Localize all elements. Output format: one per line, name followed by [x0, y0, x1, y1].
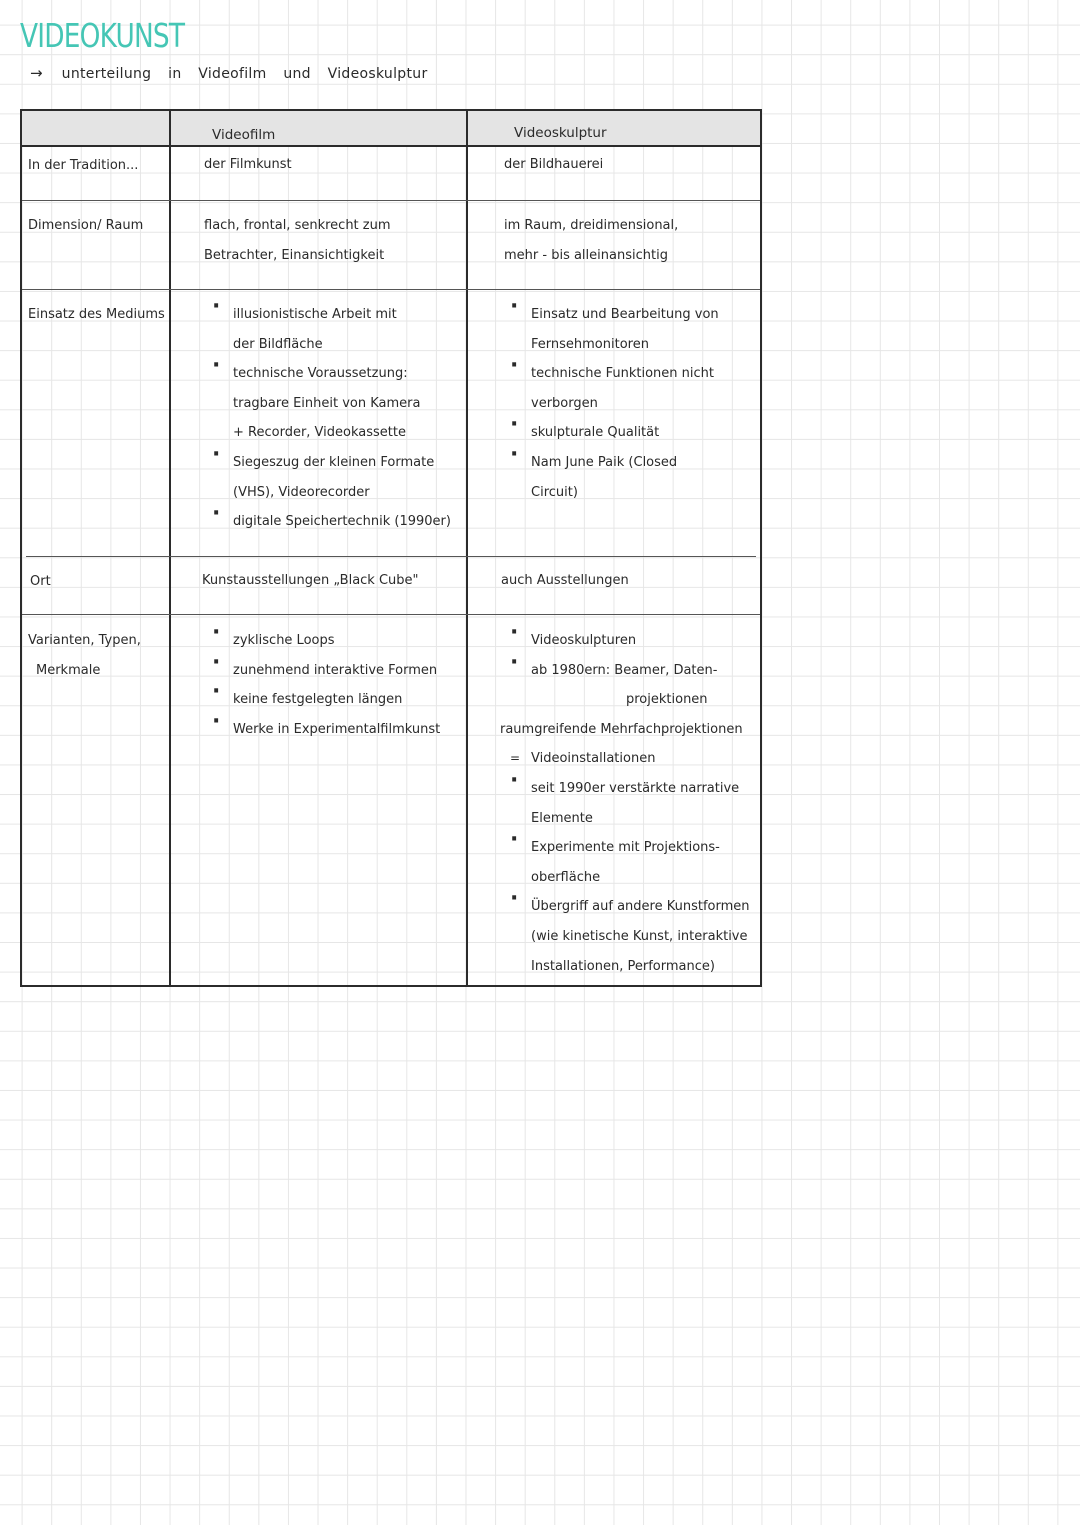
row-label-tradition: In der Tradition... — [28, 158, 139, 173]
row-label-dimension: Dimension/ Raum — [28, 218, 144, 233]
varianten-videofilm — [212, 626, 462, 744]
column-header-videoskulptur: Videoskulptur — [514, 125, 607, 141]
text-line: Elemente — [531, 810, 593, 826]
page-title: VIDEOKUNST — [20, 16, 185, 55]
varianten-videoskulptur — [500, 626, 762, 981]
text-line: Installationen, Performance) — [531, 958, 715, 974]
ort-videoskulptur: auch Ausstellungen — [501, 573, 629, 588]
text-line: · Einsatz und Bearbeitung von — [531, 307, 719, 322]
text-line: der Bildfläche — [233, 336, 323, 352]
text-line: oberfläche — [531, 869, 601, 885]
list-item: · zyklische Loops — [212, 626, 462, 656]
list-item — [510, 656, 762, 715]
text-line: mehr - bis alleinansichtig — [504, 247, 668, 263]
row-divider — [22, 289, 760, 290]
subtitle-word: in — [168, 66, 182, 82]
text-line: Fernsehmonitoren — [531, 336, 649, 352]
row-divider — [22, 200, 760, 201]
tradition-videoskulptur: der Bildhauerei — [504, 157, 604, 172]
text-line: · skulpturale Qualität — [531, 425, 660, 441]
list-item — [212, 300, 462, 359]
text-line: (VHS), Videorecorder — [233, 484, 370, 500]
subtitle-word: Videofilm — [198, 66, 267, 82]
text-line: + Recorder, Videokassette — [233, 425, 406, 441]
header-divider — [22, 145, 760, 147]
einsatz-videofilm — [212, 300, 462, 537]
subtitle-word: Videoskulptur — [327, 66, 428, 82]
text-line: Merkmale — [36, 662, 101, 678]
text-line: Varianten, Typen, — [28, 633, 141, 648]
dimension-videoskulptur — [504, 211, 678, 270]
arrow-right-icon: → — [30, 64, 43, 82]
list-item — [510, 833, 762, 892]
list-item: · Werke in Experimentalfilmkunst — [212, 715, 462, 745]
list-item: = Videoinstallationen — [510, 744, 762, 774]
text-line: · Übergriff auf andere Kunstformen — [531, 899, 750, 915]
text-line: flach, frontal, senkrecht zum — [204, 218, 391, 233]
dimension-videofilm — [204, 211, 391, 270]
row-label-ort: Ort — [30, 574, 51, 589]
text-line: · illusionistische Arbeit mit — [233, 307, 397, 322]
subtitle-word: unterteilung — [61, 66, 152, 82]
column-divider — [169, 111, 171, 985]
list-item — [510, 418, 760, 448]
list-item — [510, 448, 760, 507]
list-item: · zunehmend interaktive Formen — [212, 656, 462, 686]
row-label-einsatz: Einsatz des Mediums — [28, 307, 165, 322]
list-item — [212, 359, 462, 448]
note-line: raumgreifende Mehrfachprojektionen — [500, 721, 743, 737]
text-line: · ab 1980ern: Beamer, Daten- — [531, 662, 718, 678]
ort-videofilm: Kunstausstellungen „Black Cube" — [202, 573, 419, 588]
list-item — [510, 300, 760, 359]
list-item: · keine festgelegten längen — [212, 685, 462, 715]
subtitle-word: und — [283, 66, 311, 82]
row-label-varianten — [28, 626, 141, 685]
text-line: · technische Voraussetzung: — [233, 366, 408, 382]
list-item: · Videoskulpturen — [510, 626, 762, 656]
list-item — [510, 359, 760, 418]
row-divider — [26, 556, 756, 557]
text-line: tragbare Einheit von Kamera — [233, 395, 421, 411]
text-line: · seit 1990er verstärkte narrative — [531, 780, 740, 796]
text-line: · Experimente mit Projektions- — [531, 840, 720, 856]
column-header-videofilm: Videofilm — [212, 127, 276, 143]
text-line: · Nam June Paik (Closed — [531, 454, 678, 470]
text-line: Circuit) — [531, 484, 578, 500]
einsatz-videoskulptur — [510, 300, 760, 507]
text-line: (wie kinetische Kunst, interaktive — [531, 928, 748, 944]
list-item — [510, 892, 762, 981]
list-item — [212, 507, 462, 537]
subtitle — [30, 64, 440, 82]
column-divider — [466, 111, 468, 985]
text-line: verborgen — [531, 395, 598, 411]
comparison-table — [20, 109, 762, 987]
text-line: projektionen — [626, 692, 708, 708]
text-line: · technische Funktionen nicht — [531, 366, 715, 382]
tradition-videofilm: der Filmkunst — [204, 157, 292, 172]
table-header-background — [22, 111, 760, 147]
text-line: im Raum, dreidimensional, — [504, 218, 679, 233]
text-line: Betrachter, Einansichtigkeit — [204, 247, 385, 263]
list-item — [212, 448, 462, 507]
row-divider — [22, 614, 760, 615]
text-line: · Siegeszug der kleinen Formate — [233, 454, 435, 470]
text-line: · digitale Speichertechnik (1990er) — [233, 514, 451, 530]
list-item — [510, 774, 762, 833]
